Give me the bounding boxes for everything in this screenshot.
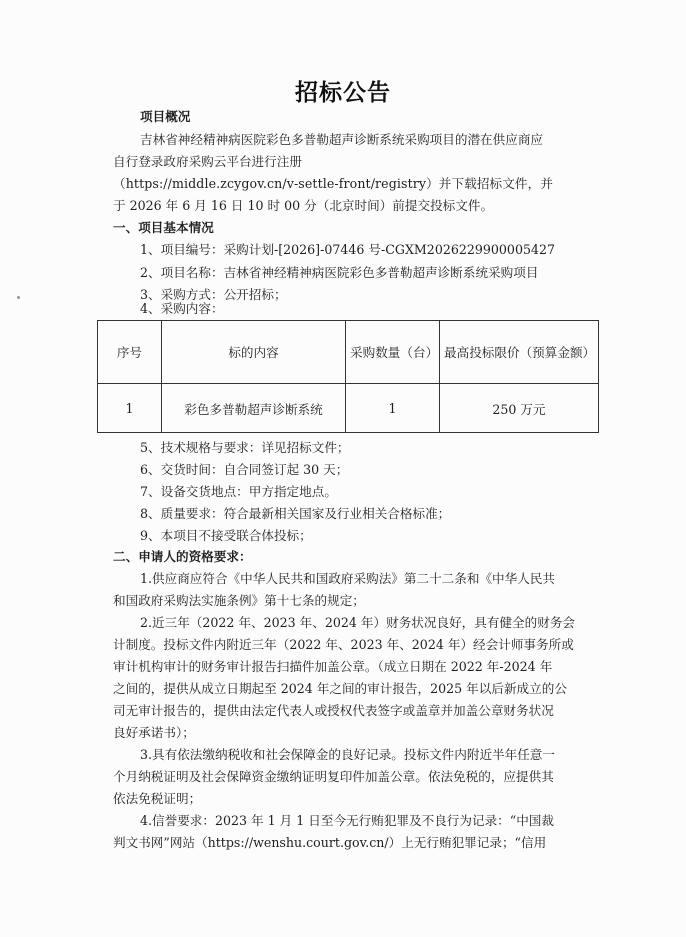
requirement-line: 3.具有依法缴纳税收和社会保障金的良好记录。投标文件内附近半年任意一 [140, 747, 556, 762]
requirement-line: 良好承诺书）； [113, 725, 195, 740]
requirement-line: 2.近三年（2022 年、2023 年、2024 年）财务状况良好，具有健全的财务会 [140, 615, 576, 630]
table-header: 标的内容 [162, 321, 346, 384]
overview-line: 吉林省神经精神病医院彩色多普勒超声诊断系统采购项目的潜在供应商应 [140, 132, 543, 147]
table-row [98, 384, 599, 433]
table-header-row [98, 321, 599, 384]
table-header: 最高投标限价（预算金额） [440, 321, 599, 384]
requirement-line: 计制度。投标文件内附近三年（2022 年、2023 年、2024 年）经会计师事务所或 [113, 637, 574, 652]
project-name: 2、项目名称：吉林省神经精神病医院彩色多普勒超声诊断系统采购项目 [140, 265, 539, 280]
requirement-line: 4.信誉要求：2023 年 1 月 1 日至今无行贿犯罪及不良行为记录：“中国裁 [140, 813, 554, 828]
tech-spec: 5、技术规格与要求：详见招标文件； [140, 440, 350, 455]
table-cell: 1 [98, 384, 162, 433]
requirement-line: 1.供应商应符合《中华人民共和国政府采购法》第二十二条和《中华人民共 [140, 571, 556, 586]
overview-url-line: （https://middle.zcygov.cn/v-settle-front/registry）并下载招标文件，并 [113, 176, 554, 191]
delivery-location: 7、设备交货地点：甲方指定地点。 [140, 484, 337, 499]
requirement-line: 司无审计报告的，提供由法定代表人或授权代表签字或盖章并加盖公章财务状况 [113, 703, 554, 718]
procurement-content: 4、采购内容： [140, 301, 224, 316]
requirement-line: 审计机构审计的财务审计报告扫描件加盖公章。（成立日期在 2022 年-2024 年 [113, 659, 553, 674]
consortium-note: 9、本项目不接受联合体投标； [140, 528, 312, 543]
overview-line: 于 2026 年 6 月 16 日 10 时 00 分（北京时间）前提交投标文件。 [113, 198, 494, 213]
section2-heading: 二、申请人的资格要求： [113, 549, 252, 564]
notice-title: 招标公告 [295, 80, 391, 106]
table-header: 序号 [98, 321, 162, 384]
overview-line: 自行登录政府采购云平台进行注册 [113, 154, 302, 169]
delivery-time: 6、交货时间：自合同签订起 30 天； [140, 462, 349, 477]
table-cell: 250 万元 [440, 384, 599, 433]
requirement-line: 判文书网”网站（https://wenshu.court.gov.cn/）上无行贿犯罪记录；“信用 [113, 835, 547, 850]
requirement-line: 和国政府采购法实施条例》第十七条的规定； [113, 593, 365, 608]
procurement-method: 3、采购方式：公开招标； [140, 287, 287, 302]
section1-heading: 一、项目基本情况 [113, 220, 214, 235]
scan-speck [17, 296, 20, 299]
quality-requirement: 8、质量要求：符合最新相关国家及行业相关合格标准； [140, 506, 451, 521]
overview-heading: 项目概况 [140, 109, 191, 124]
table-cell: 1 [346, 384, 440, 433]
requirement-line: 之间的，提供从成立日期起至 2024 年之间的审计报告，2025 年以后新成立的公 [113, 681, 567, 696]
requirement-line: 依法免税证明； [113, 791, 202, 806]
project-number: 1、项目编号：采购计划-[2026]-07446 号-CGXM2026229900005427 [140, 242, 556, 257]
table-cell: 彩色多普勒超声诊断系统 [162, 384, 346, 433]
table-header: 采购数量（台） [346, 321, 440, 384]
procurement-table [97, 320, 599, 433]
requirement-line: 个月纳税证明及社会保障资金缴纳证明复印件加盖公章。依法免税的，应提供其 [113, 769, 554, 784]
